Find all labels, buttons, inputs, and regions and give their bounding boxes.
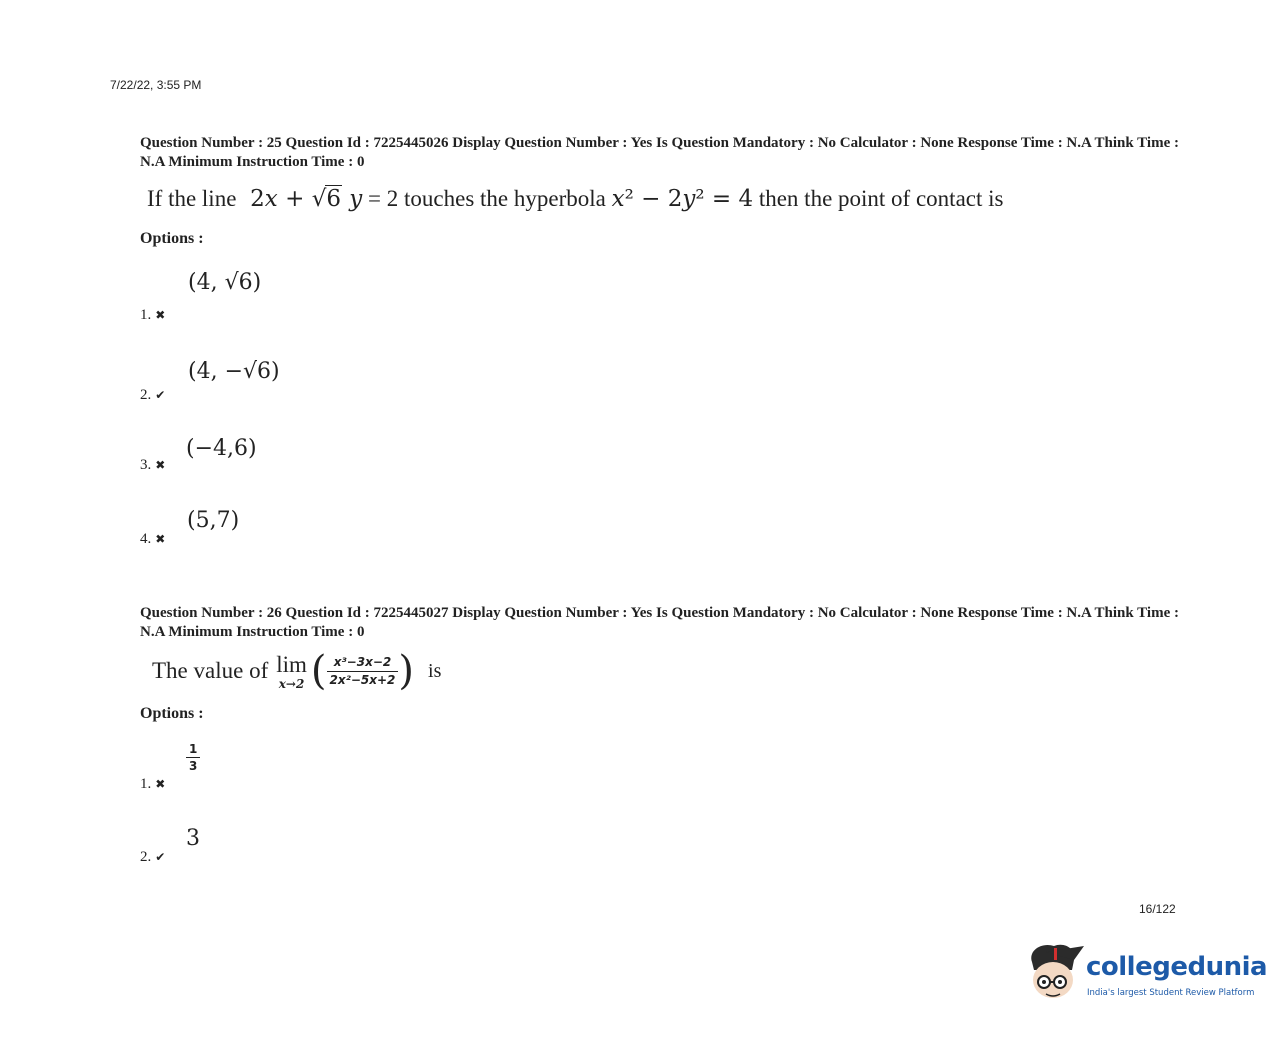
question-26-options-label: Options : <box>140 705 204 722</box>
q26-option-1-value <box>186 741 200 774</box>
fraction-numerator: x³−3x−2 <box>327 654 399 672</box>
brand-logo-text: collegedunia <box>1086 952 1268 982</box>
mascot-logo-icon <box>1024 940 1086 1006</box>
limit-operator <box>276 653 307 690</box>
lim-subscript: x→2 <box>278 676 305 691</box>
print-timestamp: 7/22/22, 3:55 PM <box>110 78 202 92</box>
question-26-meta: Question Number : 26 Question Id : 7225445027 Display Question Number : Yes Is Question Mandatory : No Calculator : None Response Time : N.A Think Time : N.A Minimum Instruction Time : 0 <box>140 605 1179 640</box>
q26-option-2 <box>140 849 165 866</box>
option-numerator: 1 <box>186 741 200 758</box>
check-icon: ✔ <box>155 388 166 402</box>
question-25-options-label: Options : <box>140 230 204 247</box>
page-number: 16/122 <box>1139 902 1176 916</box>
hyperbola-equation: x² − 2y² = 4 <box>611 186 754 212</box>
q25-option-4-value: (5,7) <box>187 508 240 533</box>
fraction-denominator: 2x²−5x+2 <box>329 672 396 687</box>
question-26-text-after: is <box>428 659 442 682</box>
option-number: 2. <box>140 849 152 865</box>
right-paren: ) <box>398 648 415 694</box>
q25-option-4 <box>140 531 165 548</box>
q25-option-2-value: (4, −√6) <box>188 359 280 384</box>
q25-option-3-value: (−4,6) <box>186 436 257 461</box>
cross-icon: ✖ <box>155 532 166 546</box>
option-number: 1. <box>140 307 152 323</box>
line-equation: 2x + √6 y <box>250 186 363 212</box>
option-number: 4. <box>140 531 152 547</box>
option-number: 3. <box>140 457 152 473</box>
option-number: 2. <box>140 387 152 403</box>
brand-tagline: India's largest Student Review Platform <box>1087 988 1255 998</box>
q26-option-2-value: 3 <box>186 826 200 851</box>
question-25-text <box>147 186 1003 212</box>
lim-label: lim <box>276 651 307 677</box>
cross-icon: ✖ <box>155 458 166 472</box>
option-number: 1. <box>140 776 152 792</box>
question-26-text-before: The value of <box>152 658 269 683</box>
option-denominator: 3 <box>189 759 198 773</box>
q26-option-1 <box>140 776 165 793</box>
limit-fraction <box>327 654 399 689</box>
q25-option-3 <box>140 457 165 474</box>
cross-icon: ✖ <box>155 777 166 791</box>
question-25-text-before: If the line <box>147 186 237 211</box>
check-icon: ✔ <box>155 850 166 864</box>
q25-option-1-value: (4, √6) <box>188 270 262 295</box>
question-26-text <box>152 648 441 694</box>
q25-option-1 <box>140 307 165 324</box>
left-paren: ( <box>310 648 327 694</box>
q25-option-2 <box>140 387 165 404</box>
question-25-meta: Question Number : 25 Question Id : 7225445026 Display Question Number : Yes Is Question Mandatory : No Calculator : None Response Time : N.A Think Time : N.A Minimum Instruction Time : 0 <box>140 135 1179 170</box>
question-25-text-middle: = 2 touches the hyperbola <box>368 186 606 211</box>
question-25-text-after: then the point of contact is <box>758 186 1004 211</box>
cross-icon: ✖ <box>155 308 166 322</box>
